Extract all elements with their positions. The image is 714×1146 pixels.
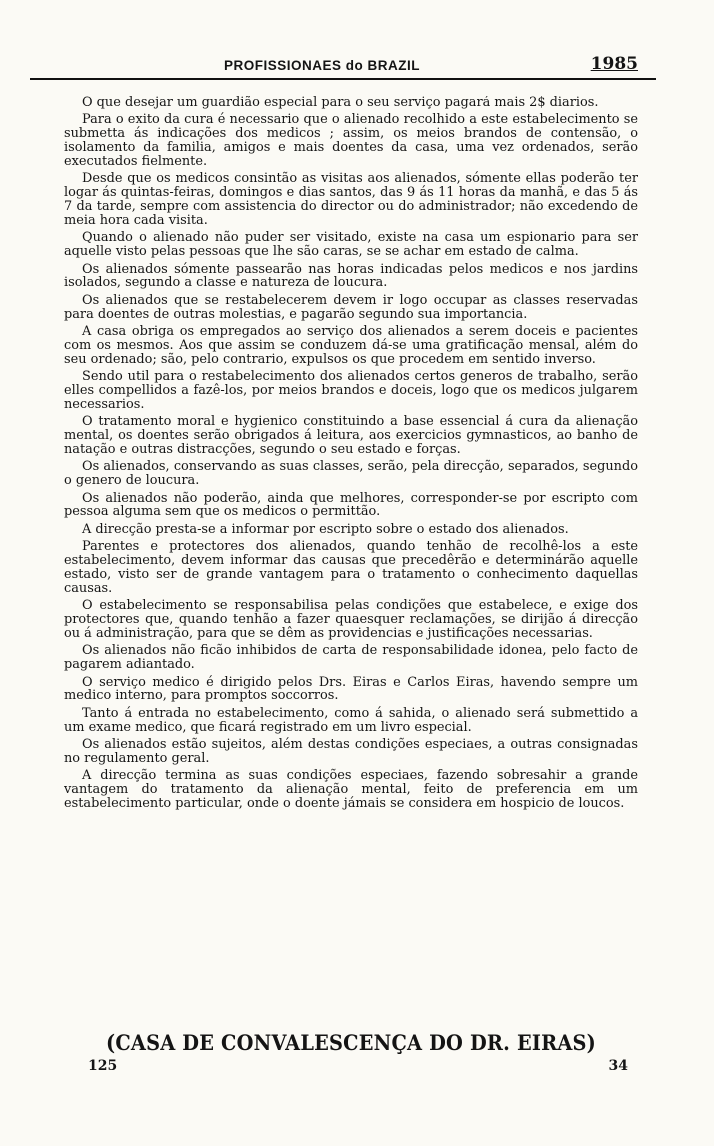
body-text [64,96,638,1016]
paragraph: O estabelecimento se responsabilisa pelas condições que estabelece, e exige dos protectores que, quando tenhão a fazer quaesquer reclamações, se dirijão á direcção ou á administração, para que se dêm as providencias e justificações necessarias. [64,598,638,641]
paragraph: A direcção presta-se a informar por escripto sobre o estado dos alienados. [82,521,569,537]
paragraph: Os alienados estão sujeitos, além destas condições especiaes, a outras consignadas no regulamento geral. [64,737,638,766]
paragraph: Desde que os medicos consintão as visitas aos alienados, sómente ellas poderão ter logar ás quintas-feiras, domingos e dias santos, das 9 ás 11 horas da manhã, e das 5 ás 7 da tarde, sempre com assistencia do director ou do administrador; não excedendo de meia hora cada visita. [64,171,638,228]
header-title: PROFISSIONAES do BRAZIL [224,58,421,73]
paragraph: A casa obriga os empregados ao serviço dos alienados a serem doceis e pacientes com os mesmos. Aos que assim se conduzem dá-se uma gratificação mensal, além do seu ordenado; são, pelo contrario, expulsos os que procedem em sentido inverso. [64,324,638,367]
paragraph: Os alienados sómente passearão nas horas indicadas pelos medicos e nos jardins isolados, segundo a classe e natureza de loucura. [64,261,638,291]
paragraph: Quando o alienado não puder ser visitado, existe na casa um espionario para ser aquelle visto pelas pessoas que lhe são caras, se se achar em estado de calma. [64,230,638,260]
paragraph: Sendo util para o restabelecimento dos alienados certos generos de trabalho, serão elles compellidos a fazê-los, por meios brandos e doceis, logo que os medicos julgarem necessarios. [64,369,638,412]
page-number: 1985 [590,54,638,74]
paragraph: Tanto á entrada no estabelecimento, como á sahida, o alienado será submettido a um exame medico, que ficará registrado em um livro especial. [64,705,638,735]
paragraph: A direcção termina as suas condições especiaes, fazendo sobresahir a grande vantagem do tratamento da alienação mental, feito de preferencia em um estabelecimento particular, onde o doente jámais se considera em hospicio de loucos. [64,768,638,812]
signature-left: 125 [88,1058,118,1074]
footer-title: (CASA DE CONVALESCENÇA DO DR. EIRAS) [106,1030,596,1055]
paragraph: Os alienados, conservando as suas classes, serão, pela direcção, separados, segundo o genero de loucura. [64,459,638,489]
header-rule [30,78,656,80]
paragraph: Os alienados não poderão, ainda que melhores, corresponder-se por escripto com pessoa alguma sem que os medicos o permittão. [64,490,638,520]
paragraph: Os alienados não ficão inhibidos de carta de responsabilidade idonea, pelo facto de pagarem adiantado. [64,643,638,673]
paragraph: O que desejar um guardião especial para o seu serviço pagará mais 2$ diarios. [82,96,599,110]
paragraph: O tratamento moral e hygienico constituindo a base essencial á cura da alienação mental, os doentes serão obrigados á leitura, aos exercicios gymnasticos, ao banho de natação e outras distracções, segundo o seu estado e forças. [64,414,638,457]
running-header [64,52,638,78]
paragraph: O serviço medico é dirigido pelos Drs. Eiras e Carlos Eiras, havendo sempre um medico interno, para promptos soccorros. [64,674,638,704]
signature-right: 34 [608,1058,628,1074]
paragraph: Os alienados que se restabelecerem devem ir logo occupar as classes reservadas para doentes de outras molestias, e pagarão segundo sua importancia. [64,292,638,322]
paragraph: Para o exito da cura é necessario que o alienado recolhido a este estabelecimento se submetta ás indicações dos medicos ; assim, os meios brandos de contensão, o isolamento da familia, amigos e mais doentes da casa, uma vez ordenados, serão executados fielmente. [64,112,638,169]
paragraph: Parentes e protectores dos alienados, quando tenhão de recolhê-los a este estabelecimento, devem informar das causas que precedêrão e determinárão aquelle estado, visto ser de grande vantagem para o tratamento o conhecimento daquellas causas. [64,539,638,596]
